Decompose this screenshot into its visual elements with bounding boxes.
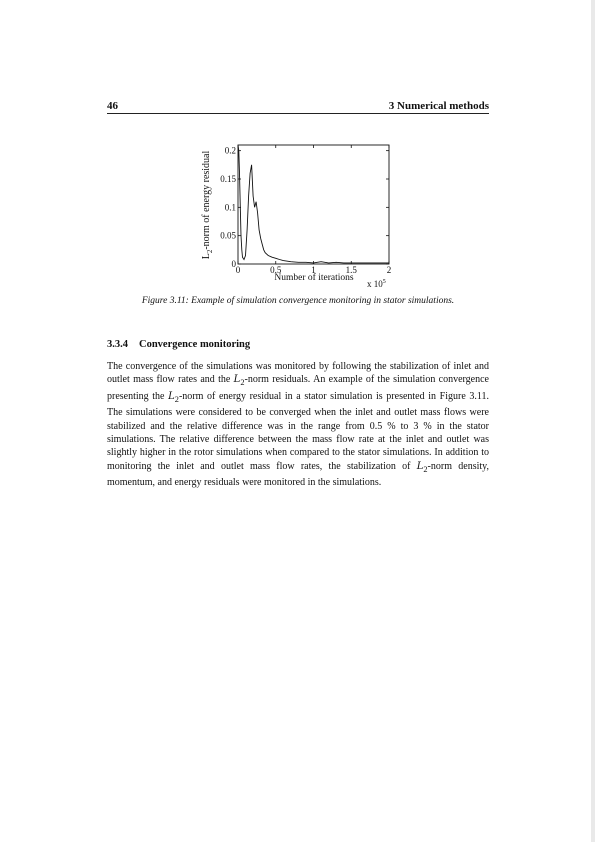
l2-subscript-a: 2 (240, 378, 245, 388)
section-title: Convergence monitoring (139, 339, 251, 350)
x-tick-label: 0.5 (270, 265, 282, 275)
page-number: 46 (107, 100, 118, 112)
y-tick-label: 0.15 (220, 174, 236, 184)
x-tick-label: 1.5 (345, 265, 357, 275)
x-tick-label: 0 (235, 265, 241, 275)
paragraph-part-1: The convergence of the simulations was monitored by following the stabilization of inlet and outlet mass flow rates and the (107, 361, 489, 386)
section-heading (107, 339, 250, 350)
svg-text:L2-norm of energy residual (201, 151, 214, 260)
y-tick-label: 0.2 (224, 145, 236, 156)
paragraph-part-4: -norm density, momentum, and energy residuals were monitored in the simulations. (107, 460, 489, 489)
body-paragraph (107, 360, 489, 490)
l2-symbol-b: L (168, 390, 175, 402)
figure-caption: Figure 3.11: Example of simulation convergence monitoring in stator simulations. (141, 296, 455, 306)
l2-subscript-c: 2 (423, 464, 428, 474)
l2-subscript-b: 2 (174, 394, 179, 404)
y-tick-label: 0.1 (224, 202, 236, 213)
paragraph-part-3: -norm of energy residual in a stator simulation is presented in Figure 3.11. The simulations were considered to be converged when the inlet and outlet mass flows were stabilized and the relative difference was in the range from 0.5 % to 3 % in the stator simulations. The relative difference between the mass flow rate at the inlet and outlet was slightly higher in the rotor simulations when compared to the stator simulations. In addition to monitoring the inlet and outlet mass flow rates, the stabilization of (107, 390, 490, 472)
header-rule (107, 113, 489, 114)
y-axis-title-sub: 2 (206, 249, 214, 254)
x-axis-title: Number of iterations (274, 273, 354, 283)
l2-symbol-c: L (416, 460, 424, 472)
paragraph-part-2: -norm residuals. An example of the simulation convergence presenting the (107, 374, 489, 402)
convergence-chart (190, 138, 405, 290)
plot-frame (238, 145, 389, 264)
y-tick-label: 0 (231, 259, 236, 269)
y-axis-title (201, 151, 214, 260)
series-line-energy-residual (238, 145, 389, 263)
section-number: 3.3.4 (107, 339, 128, 350)
chapter-title: 3 Numerical methods (388, 100, 489, 112)
y-tick-label: 0.05 (220, 230, 236, 241)
page-edge-shadow (591, 0, 595, 842)
x-tick-label: 2 (386, 265, 392, 275)
y-axis-title-rest: -norm of energy residual (201, 150, 212, 250)
x-tick-label: 1 (311, 265, 316, 275)
y-axis-title-l: L (201, 253, 212, 260)
l2-symbol-a: L (233, 374, 241, 386)
x-axis-multiplier: x $10^5$ (367, 279, 386, 289)
